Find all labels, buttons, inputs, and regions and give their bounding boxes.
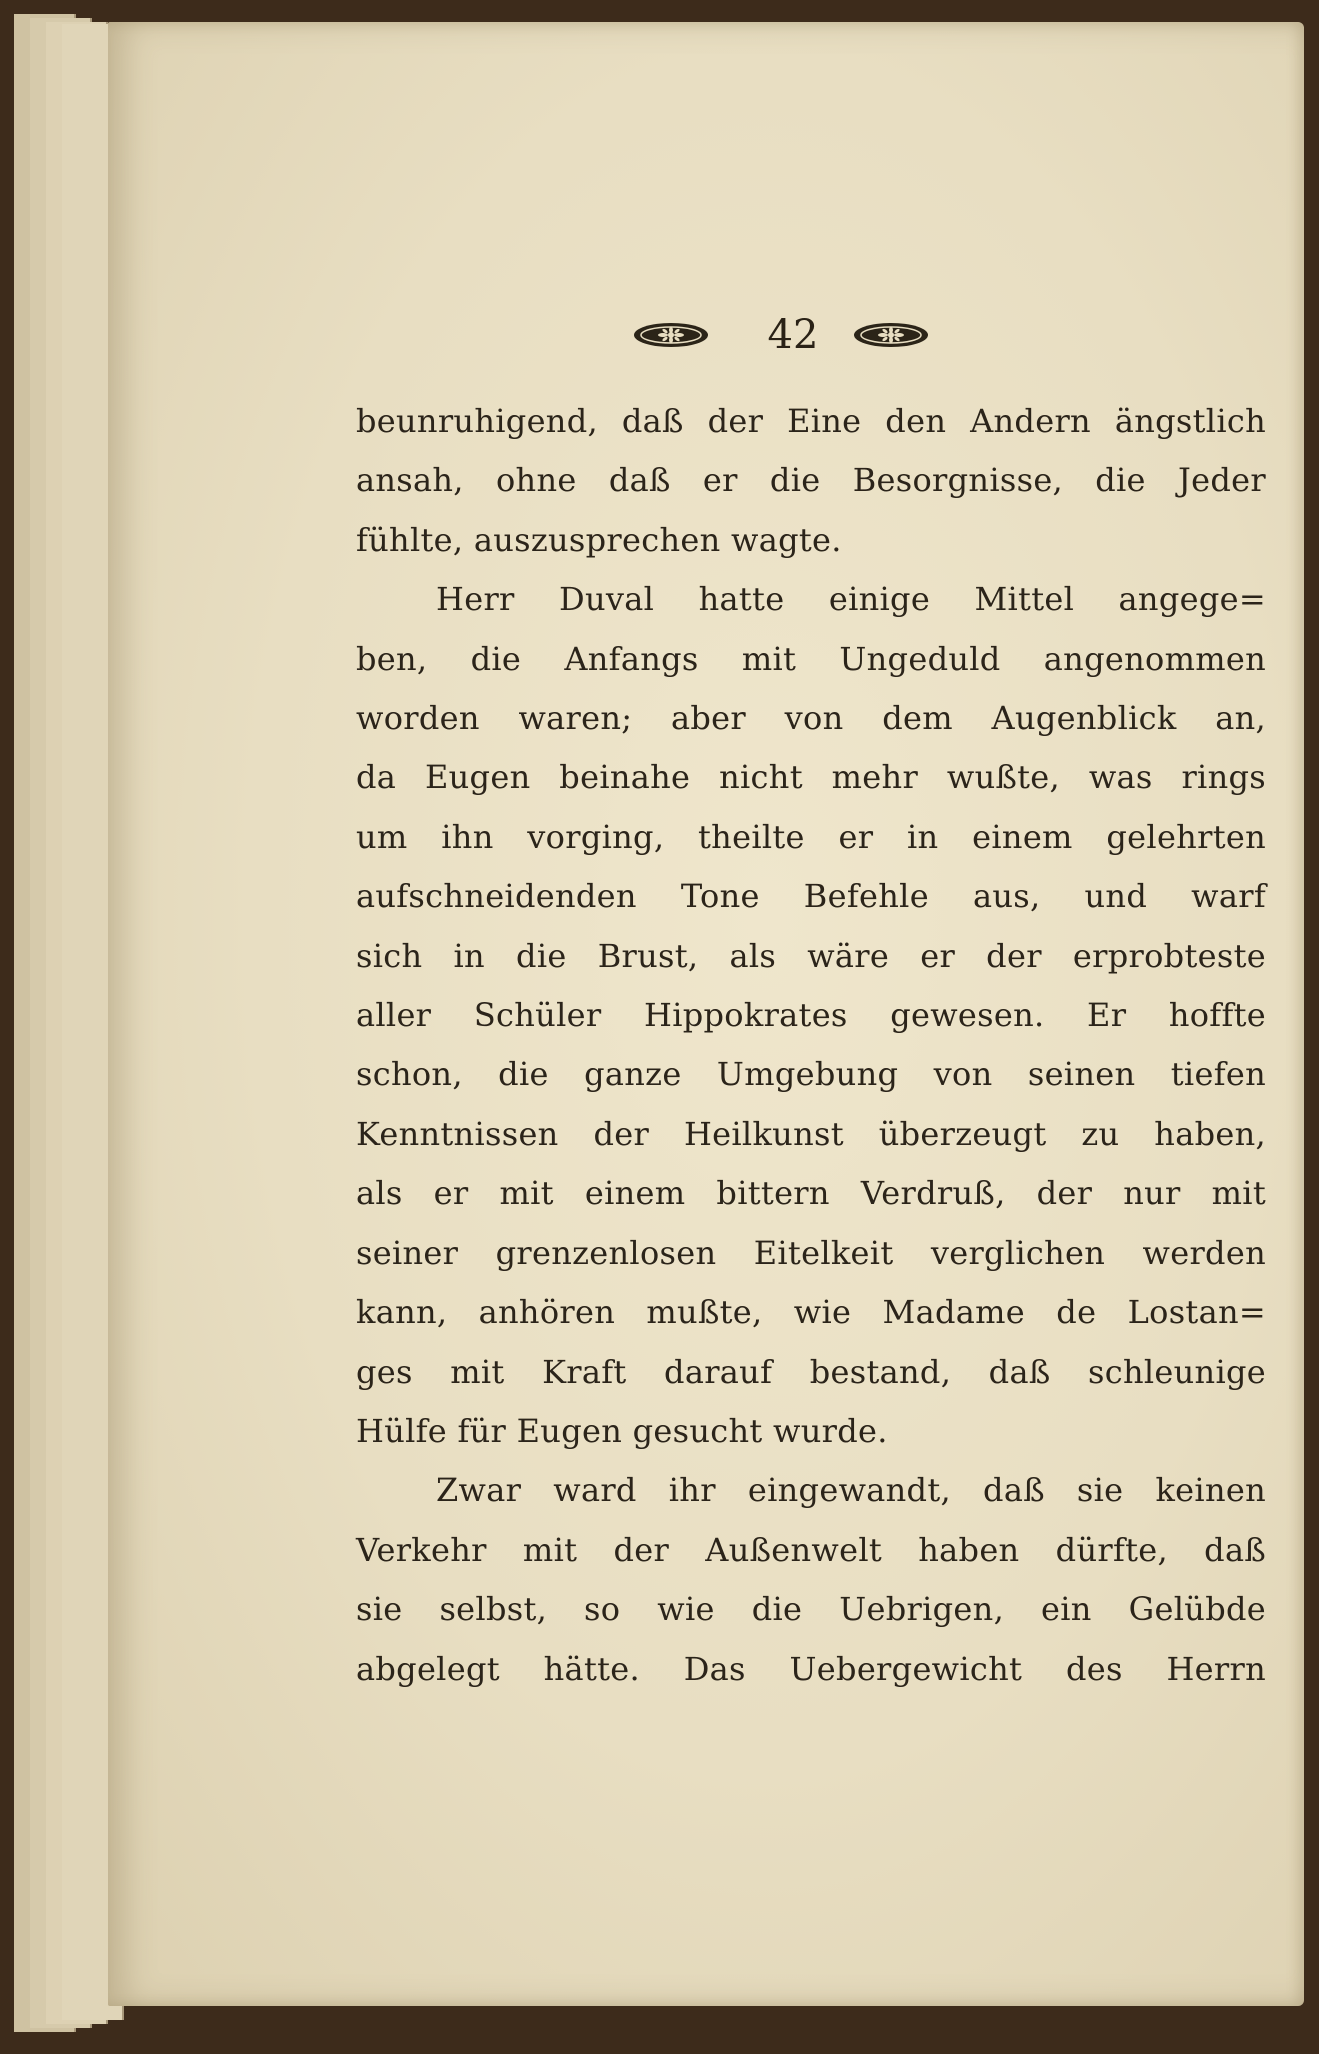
text-line: aufschneidenden Tone Befehle aus, und warf: [356, 877, 1266, 916]
text-line: Herr Duval hatte einige Mittel angege=: [436, 580, 1266, 619]
text-line: Zwar ward ihr eingewandt, daß sie keinen: [436, 1471, 1266, 1510]
text-line: da Eugen beinahe nicht mehr wußte, was rings: [356, 758, 1266, 797]
flower-ornament-icon: [852, 320, 930, 350]
text-line: ges mit Kraft darauf bestand, daß schleunige: [356, 1352, 1266, 1391]
text-line: Hülfe für Eugen gesucht wurde.: [356, 1411, 888, 1450]
text-line: Kenntnissen der Heilkunst überzeugt zu haben,: [356, 1114, 1266, 1153]
text-line: um ihn vorging, theilte er in einem gelehrten: [356, 817, 1266, 856]
text-line: schon, die ganze Umgebung von seinen tiefen: [356, 1055, 1266, 1094]
page-header: [108, 312, 1304, 362]
text-line: beunruhigend, daß der Eine den Andern ängstlich: [356, 402, 1266, 440]
body-text: [356, 392, 1266, 1699]
flower-ornament-icon: [632, 320, 710, 350]
text-line: ansah, ohne daß er die Besorgnisse, die Jeder: [356, 461, 1266, 500]
page-number: 42: [767, 312, 819, 358]
text-line: ben, die Anfangs mit Ungeduld angenommen: [356, 639, 1266, 678]
text-line: worden waren; aber von dem Augenblick an,: [356, 699, 1266, 738]
text-line: seiner grenzenlosen Eitelkeit verglichen werden: [356, 1233, 1266, 1272]
text-line: aller Schüler Hippokrates gewesen. Er hoffte: [356, 996, 1266, 1035]
book-page: [108, 22, 1304, 2006]
text-line: sich in die Brust, als wäre er der erprobteste: [356, 936, 1266, 975]
text-line: Verkehr mit der Außenwelt haben dürfte, daß: [356, 1530, 1266, 1569]
text-line: abgelegt hätte. Das Uebergewicht des Herrn: [356, 1649, 1266, 1688]
text-line: fühlte, auszusprechen wagte.: [356, 520, 842, 559]
text-line: als er mit einem bittern Verdruß, der nur mit: [356, 1174, 1266, 1213]
text-line: kann, anhören mußte, wie Madame de Lostan=: [356, 1293, 1266, 1332]
text-line: sie selbst, so wie die Uebrigen, ein Gelübde: [356, 1590, 1266, 1629]
